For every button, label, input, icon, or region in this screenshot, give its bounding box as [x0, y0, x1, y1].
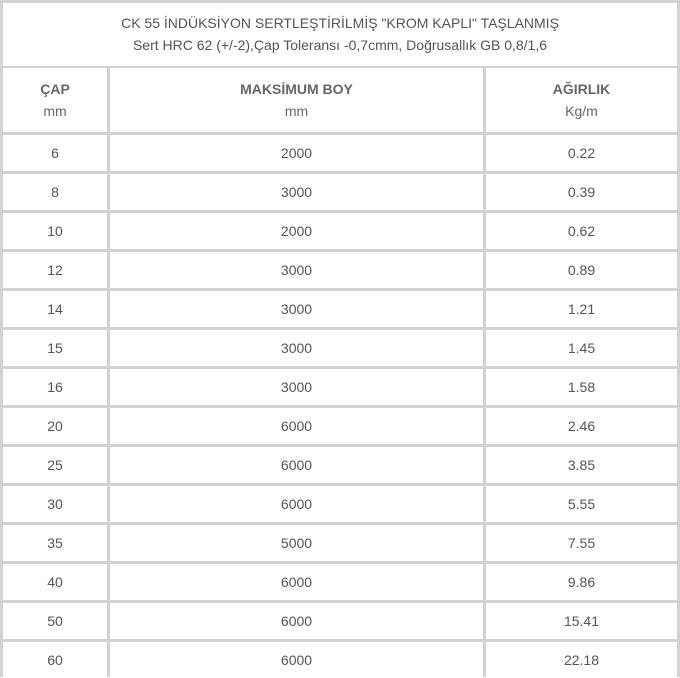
weight-cell: 7.55 [486, 525, 677, 561]
weight-cell: 1.58 [486, 369, 677, 405]
weight-cell: 15.41 [486, 603, 677, 639]
header-diameter-name: ÇAP [40, 81, 70, 97]
table-body [0, 135, 680, 678]
header-max-length-name: MAKSİMUM BOY [240, 81, 353, 97]
header-cell-weight [486, 68, 677, 132]
header-weight-name: AĞIRLIK [552, 81, 611, 97]
max-length-cell: 5000 [110, 525, 483, 561]
table-row [0, 369, 680, 405]
weight-cell: 3.85 [486, 447, 677, 483]
header-max-length-unit: mm [284, 103, 309, 119]
max-length-cell: 6000 [110, 642, 483, 678]
diameter-cell: 15 [3, 330, 107, 366]
max-length-cell: 3000 [110, 330, 483, 366]
diameter-cell: 6 [3, 135, 107, 171]
max-length-cell: 6000 [110, 564, 483, 600]
diameter-cell: 30 [3, 486, 107, 522]
header-cell-max-length [110, 68, 483, 132]
table-title [3, 3, 677, 66]
header-cell-diameter [3, 68, 107, 132]
table-row [0, 603, 680, 639]
max-length-cell: 2000 [110, 213, 483, 249]
diameter-cell: 20 [3, 408, 107, 444]
weight-cell: 0.22 [486, 135, 677, 171]
diameter-cell: 16 [3, 369, 107, 405]
diameter-cell: 12 [3, 252, 107, 288]
weight-cell: 1.45 [486, 330, 677, 366]
weight-cell: 0.62 [486, 213, 677, 249]
max-length-cell: 3000 [110, 252, 483, 288]
weight-cell: 5.55 [486, 486, 677, 522]
table-row [0, 486, 680, 522]
diameter-cell: 40 [3, 564, 107, 600]
max-length-cell: 6000 [110, 486, 483, 522]
weight-cell: 9.86 [486, 564, 677, 600]
diameter-cell: 10 [3, 213, 107, 249]
table-row [0, 330, 680, 366]
max-length-cell: 6000 [110, 408, 483, 444]
table-row [0, 447, 680, 483]
diameter-cell: 50 [3, 603, 107, 639]
diameter-cell: 14 [3, 291, 107, 327]
table-row [0, 525, 680, 561]
max-length-cell: 3000 [110, 369, 483, 405]
diameter-cell: 35 [3, 525, 107, 561]
diameter-cell: 8 [3, 174, 107, 210]
weight-cell: 22.18 [486, 642, 677, 678]
title-line-1: CK 55 İNDÜKSİYON SERTLEŞTİRİLMİŞ "KROM KAPLI" TAŞLANMIŞ [121, 15, 559, 31]
max-length-cell: 2000 [110, 135, 483, 171]
title-line-2: Sert HRC 62 (+/-2),Çap Toleransı -0,7cmm, Doğrusallık GB 0,8/1,6 [132, 37, 548, 53]
table-row [0, 642, 680, 678]
table-row [0, 213, 680, 249]
table-row [0, 135, 680, 171]
max-length-cell: 3000 [110, 174, 483, 210]
weight-cell: 2.46 [486, 408, 677, 444]
header-weight-unit: Kg/m [565, 103, 598, 119]
table-row [0, 291, 680, 327]
table-row [0, 408, 680, 444]
weight-cell: 1.21 [486, 291, 677, 327]
diameter-cell: 60 [3, 642, 107, 678]
max-length-cell: 6000 [110, 603, 483, 639]
max-length-cell: 3000 [110, 291, 483, 327]
table-row [0, 252, 680, 288]
weight-cell: 0.39 [486, 174, 677, 210]
table-row [0, 564, 680, 600]
max-length-cell: 6000 [110, 447, 483, 483]
diameter-cell: 25 [3, 447, 107, 483]
header-diameter-unit: mm [43, 103, 67, 119]
weight-cell: 0.89 [486, 252, 677, 288]
table-row [0, 174, 680, 210]
header-row [0, 68, 680, 132]
table-grid [0, 68, 680, 678]
